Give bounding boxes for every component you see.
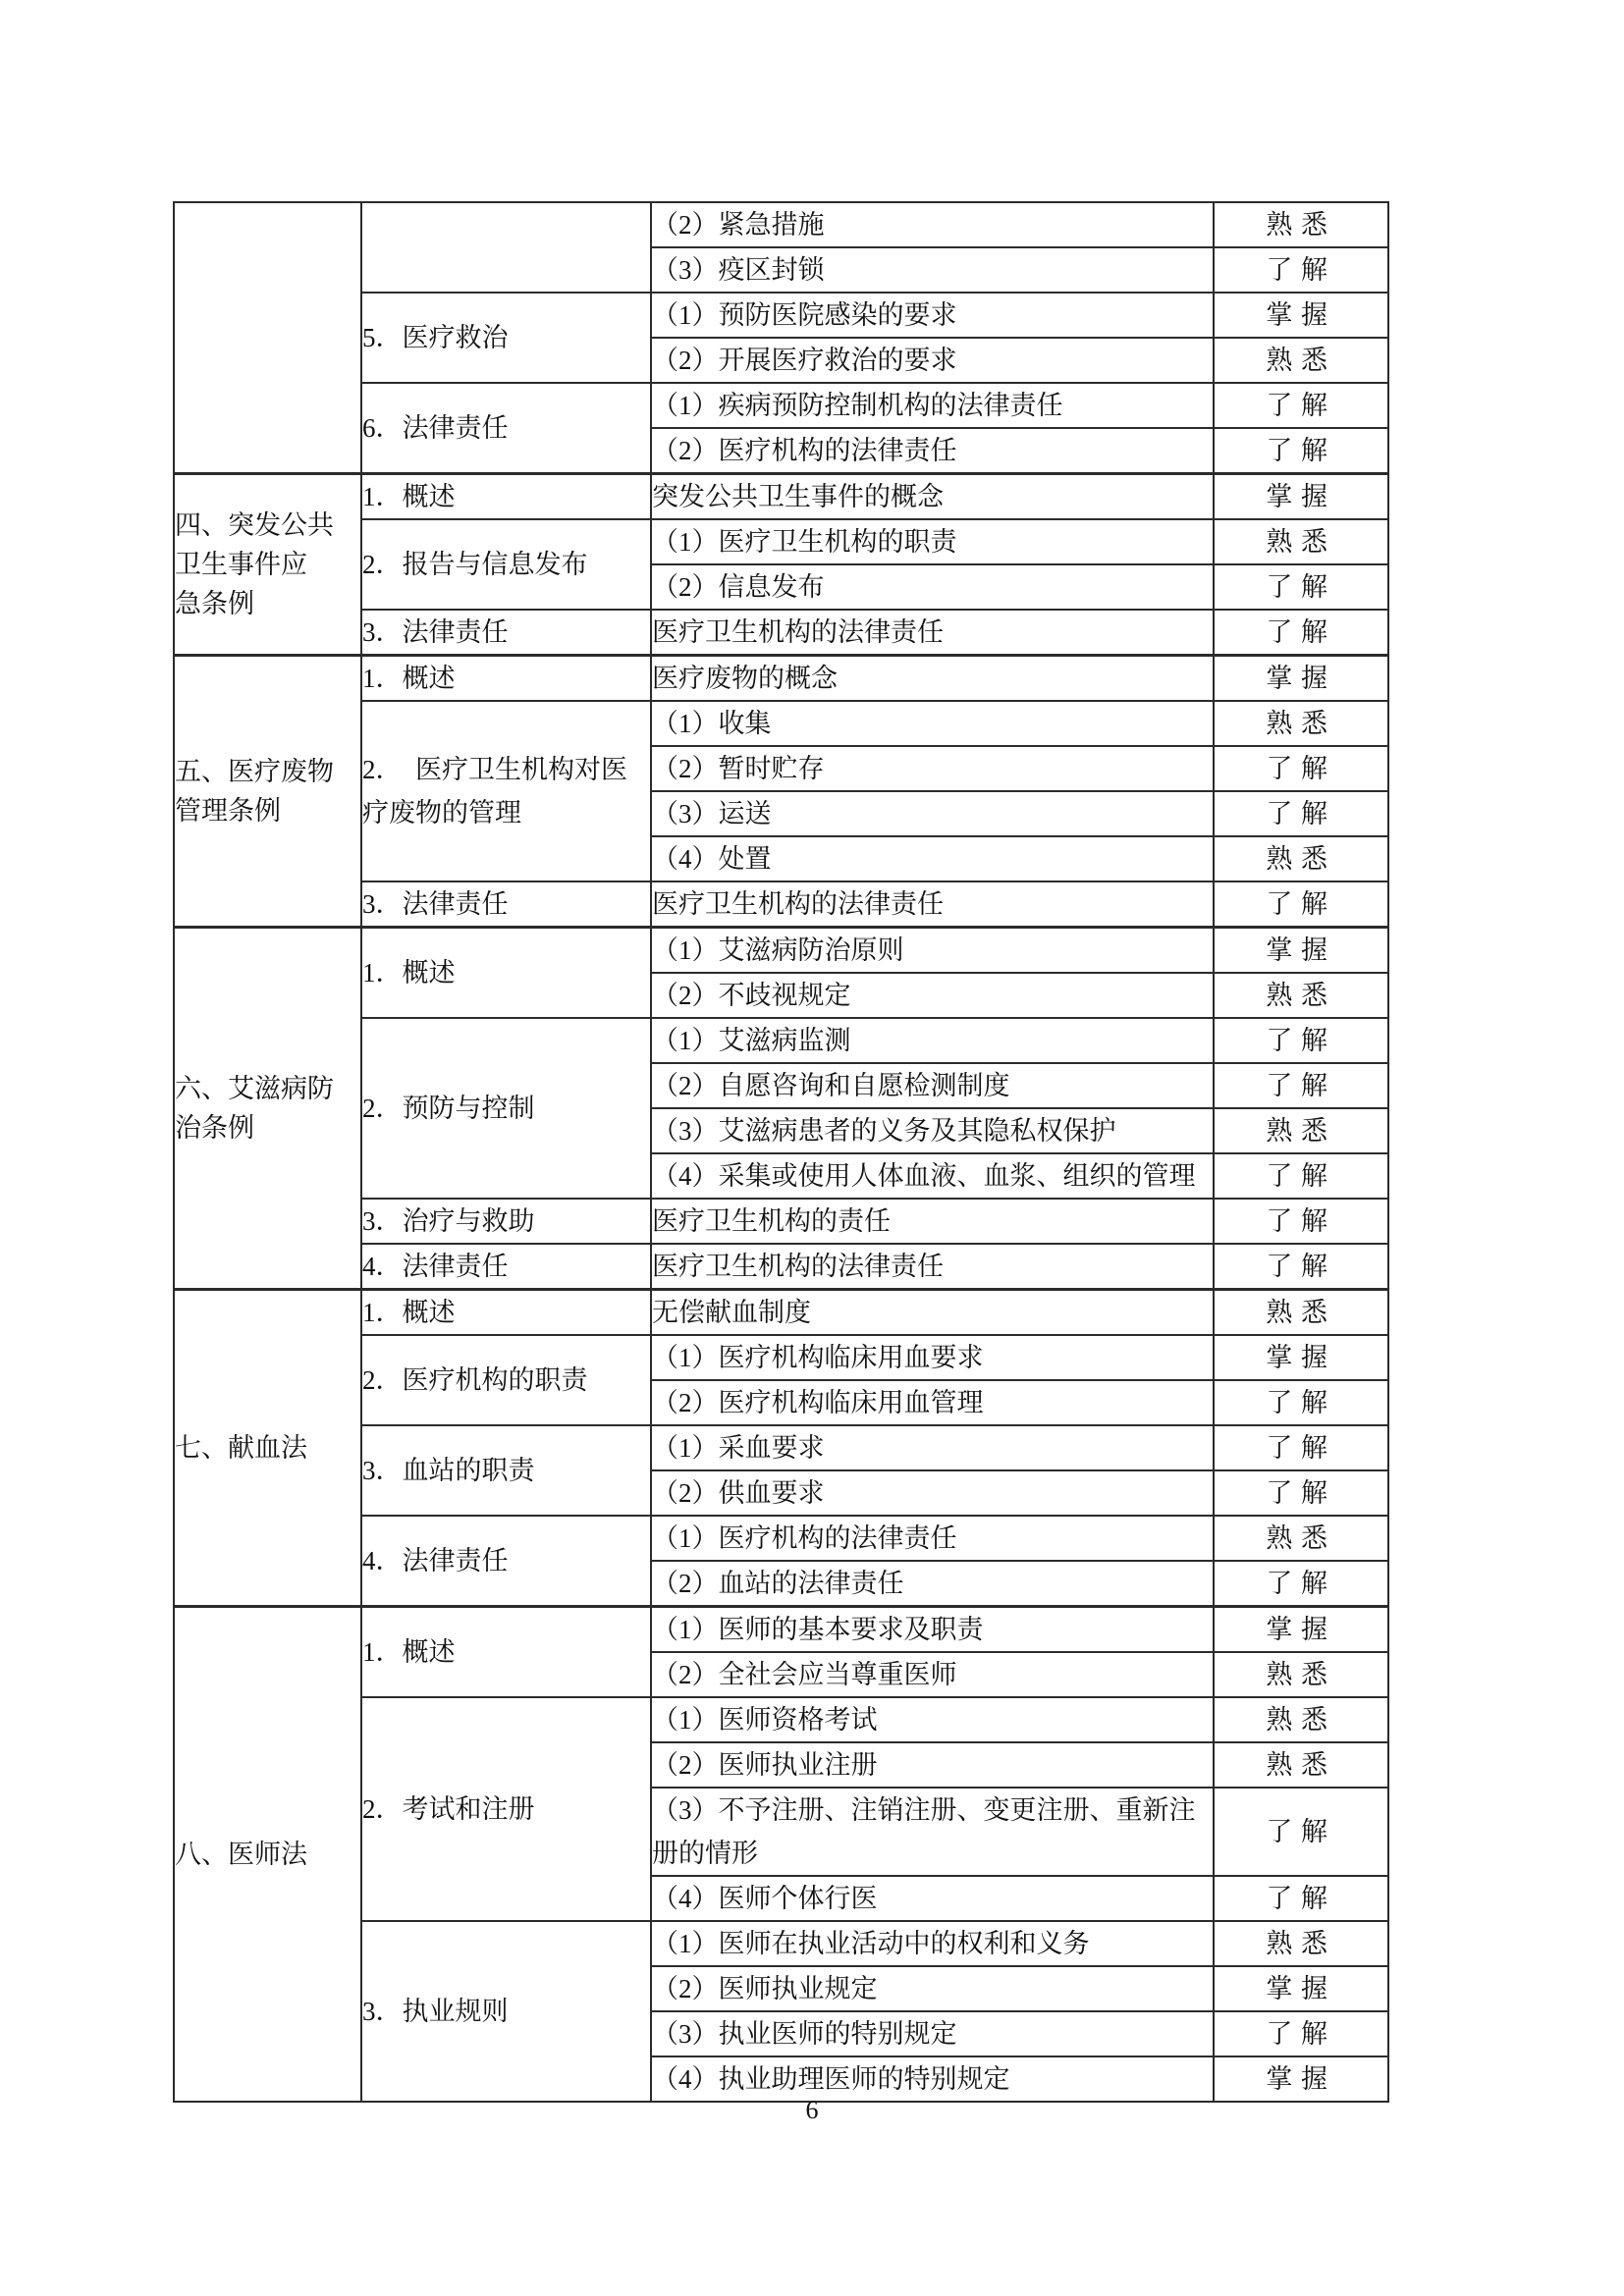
- item-cell: （1）预防医院感染的要求: [651, 293, 1214, 338]
- item-cell: （1）医师的基本要求及职责: [651, 1607, 1214, 1653]
- level-cell: 了解: [1214, 791, 1388, 836]
- item-cell: （4）医师个体行医: [651, 1876, 1214, 1921]
- level-cell: 了解: [1214, 881, 1388, 928]
- item-cell: 突发公共卫生事件的概念: [651, 474, 1214, 520]
- item-cell: （2）医疗机构的法律责任: [651, 428, 1214, 474]
- level-cell: 熟悉: [1214, 1516, 1388, 1561]
- item-cell: （2）医师执业注册: [651, 1742, 1214, 1788]
- level-cell: 掌握: [1214, 928, 1388, 974]
- item-cell: （1）艾滋病防治原则: [651, 928, 1214, 974]
- level-cell: 了解: [1214, 1244, 1388, 1290]
- level-cell: 熟悉: [1214, 1742, 1388, 1788]
- level-cell: 了解: [1214, 746, 1388, 791]
- item-cell: （2）开展医疗救治的要求: [651, 338, 1214, 383]
- level-cell: 熟悉: [1214, 1108, 1388, 1153]
- level-cell: 了解: [1214, 1380, 1388, 1425]
- subsection-cell: 2． 医疗卫生机构对医疗废物的管理: [361, 701, 651, 881]
- subsection-cell: 3．血站的职责: [361, 1425, 651, 1516]
- subsection-cell: [361, 202, 651, 293]
- subsection-cell: 1．概述: [361, 656, 651, 702]
- level-cell: 熟悉: [1214, 202, 1388, 247]
- item-cell: 医疗卫生机构的法律责任: [651, 610, 1214, 656]
- subsection-cell: 6．法律责任: [361, 383, 651, 474]
- syllabus-table: [173, 201, 1389, 2103]
- item-cell: （3）执业医师的特别规定: [651, 2011, 1214, 2056]
- item-cell: （3）运送: [651, 791, 1214, 836]
- level-cell: 了解: [1214, 2011, 1388, 2056]
- unit-cell: [174, 202, 361, 474]
- table-row: [174, 1607, 1388, 1653]
- level-cell: 熟悉: [1214, 1652, 1388, 1697]
- item-cell: （2）信息发布: [651, 564, 1214, 610]
- subsection-cell: 2．预防与控制: [361, 1018, 651, 1199]
- item-cell: 医疗卫生机构的法律责任: [651, 881, 1214, 928]
- subsection-cell: 1．概述: [361, 474, 651, 520]
- subsection-cell: 1．概述: [361, 1607, 651, 1698]
- level-cell: 了解: [1214, 1470, 1388, 1516]
- subsection-cell: 5．医疗救治: [361, 293, 651, 383]
- item-cell: （2）自愿咨询和自愿检测制度: [651, 1063, 1214, 1108]
- level-cell: 了解: [1214, 1876, 1388, 1921]
- level-cell: 熟悉: [1214, 836, 1388, 881]
- level-cell: 了解: [1214, 428, 1388, 474]
- level-cell: 了解: [1214, 1018, 1388, 1063]
- level-cell: 熟悉: [1214, 338, 1388, 383]
- unit-cell: [174, 928, 361, 1290]
- level-cell: 掌握: [1214, 1966, 1388, 2011]
- subsection-cell: 2．医疗机构的职责: [361, 1335, 651, 1425]
- syllabus-table-body: [174, 202, 1388, 2102]
- subsection-cell: 3．治疗与救助: [361, 1199, 651, 1244]
- item-cell: （2）医师执业规定: [651, 1966, 1214, 2011]
- item-cell: 医疗卫生机构的法律责任: [651, 1244, 1214, 1290]
- item-cell: （1）医疗卫生机构的职责: [651, 519, 1214, 564]
- item-cell: 医疗废物的概念: [651, 656, 1214, 702]
- level-cell: 熟悉: [1214, 701, 1388, 746]
- item-cell: （1）艾滋病监测: [651, 1018, 1214, 1063]
- unit-line: 治条例: [175, 1113, 254, 1143]
- level-cell: 了解: [1214, 1153, 1388, 1199]
- item-cell: 无偿献血制度: [651, 1290, 1214, 1336]
- unit-cell: [174, 1290, 361, 1607]
- item-cell: （1）采血要求: [651, 1425, 1214, 1470]
- item-cell: （2）不歧视规定: [651, 973, 1214, 1018]
- item-cell: 医疗卫生机构的责任: [651, 1199, 1214, 1244]
- unit-cell: [174, 656, 361, 928]
- level-cell: 掌握: [1214, 1335, 1388, 1380]
- level-cell: 了解: [1214, 1199, 1388, 1244]
- item-cell: （2）血站的法律责任: [651, 1561, 1214, 1607]
- unit-line: 四、突发公共: [175, 510, 334, 540]
- item-cell: （3）疫区封锁: [651, 247, 1214, 293]
- unit-line: 管理条例: [175, 796, 281, 826]
- level-cell: 熟悉: [1214, 519, 1388, 564]
- item-cell: （1）医师在执业活动中的权利和义务: [651, 1921, 1214, 1966]
- page-number: 6: [805, 2096, 819, 2124]
- item-cell: （3）艾滋病患者的义务及其隐私权保护: [651, 1108, 1214, 1153]
- level-cell: 熟悉: [1214, 1290, 1388, 1336]
- unit-line: 八、医师法: [175, 1840, 307, 1869]
- item-cell: （4）处置: [651, 836, 1214, 881]
- level-cell: 掌握: [1214, 474, 1388, 520]
- level-cell: 掌握: [1214, 1607, 1388, 1653]
- item-cell: （2）紧急措施: [651, 202, 1214, 247]
- subsection-cell: 1．概述: [361, 928, 651, 1019]
- subsection-cell: 2．考试和注册: [361, 1697, 651, 1921]
- item-cell: （2）供血要求: [651, 1470, 1214, 1516]
- item-cell: （2）全社会应当尊重医师: [651, 1652, 1214, 1697]
- level-cell: 了解: [1214, 1561, 1388, 1607]
- table-row: [174, 202, 1388, 247]
- subsection-cell: 4．法律责任: [361, 1516, 651, 1607]
- level-cell: 熟悉: [1214, 1697, 1388, 1742]
- item-cell: （4）执业助理医师的特别规定: [651, 2056, 1214, 2102]
- level-cell: 掌握: [1214, 2056, 1388, 2102]
- item-cell: （3）不予注册、注销注册、变更注册、重新注册的情形: [651, 1788, 1214, 1876]
- table-row: [174, 928, 1388, 974]
- item-cell: （1）收集: [651, 701, 1214, 746]
- unit-line: 六、艾滋病防: [175, 1074, 334, 1103]
- subsection-cell: 2．报告与信息发布: [361, 519, 651, 610]
- level-cell: 了解: [1214, 1425, 1388, 1470]
- level-cell: 掌握: [1214, 656, 1388, 702]
- item-cell: （1）医疗机构的法律责任: [651, 1516, 1214, 1561]
- level-cell: 了解: [1214, 564, 1388, 610]
- level-cell: 了解: [1214, 1063, 1388, 1108]
- item-cell: （1）疾病预防控制机构的法律责任: [651, 383, 1214, 428]
- unit-line: 卫生事件应: [175, 550, 307, 579]
- subsection-cell: 3．执业规则: [361, 1921, 651, 2102]
- subsection-cell: 3．法律责任: [361, 610, 651, 656]
- subsection-cell: 3．法律责任: [361, 881, 651, 928]
- subsection-cell: 1．概述: [361, 1290, 651, 1336]
- unit-line: 七、献血法: [175, 1433, 307, 1463]
- level-cell: 了解: [1214, 383, 1388, 428]
- level-cell: 熟悉: [1214, 1921, 1388, 1966]
- level-cell: 掌握: [1214, 293, 1388, 338]
- unit-line: 急条例: [175, 589, 254, 618]
- item-cell: （4）采集或使用人体血液、血浆、组织的管理: [651, 1153, 1214, 1199]
- level-cell: 了解: [1214, 1788, 1388, 1876]
- level-cell: 熟悉: [1214, 973, 1388, 1018]
- item-cell: （2）暂时贮存: [651, 746, 1214, 791]
- level-cell: 了解: [1214, 610, 1388, 656]
- table-row: [174, 474, 1388, 520]
- table-row: [174, 656, 1388, 702]
- item-cell: （1）医师资格考试: [651, 1697, 1214, 1742]
- unit-line: 五、医疗废物: [175, 757, 334, 786]
- unit-cell: [174, 474, 361, 656]
- unit-cell: [174, 1607, 361, 2103]
- table-row: [174, 1290, 1388, 1336]
- subsection-cell: 4．法律责任: [361, 1244, 651, 1290]
- item-cell: （1）医疗机构临床用血要求: [651, 1335, 1214, 1380]
- item-cell: （2）医疗机构临床用血管理: [651, 1380, 1214, 1425]
- level-cell: 了解: [1214, 247, 1388, 293]
